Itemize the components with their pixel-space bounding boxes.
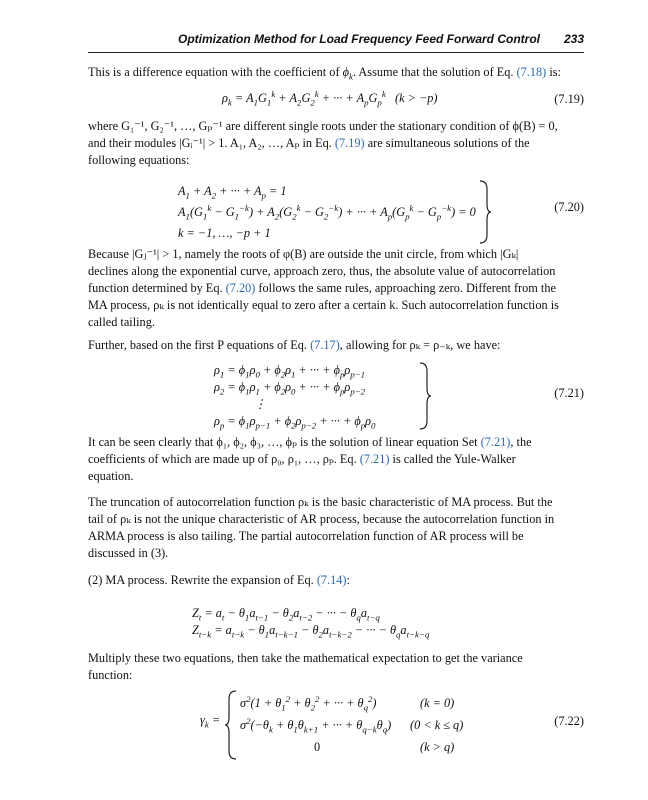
eq-ref-7-17[interactable]: (7.17)	[310, 338, 340, 352]
paragraph-yule-walker: It can be seen clearly that ϕ₁, ϕ₂, ϕ₃, …, ϕₚ is the solution of linear equation Set (7.21), the coefficients of which are made up of ρ₀, ρ₁, …, ρₚ. Eq. (7.21) is called the Yule-Walker equation.	[88, 435, 532, 483]
equation-7-22-conditions	[410, 692, 463, 758]
equation-number-7-20: (7.20)	[554, 200, 584, 214]
eq-ref-7-18[interactable]: (7.18)	[516, 65, 547, 79]
case-value-zero: 0	[314, 740, 321, 754]
page-number: 233	[563, 32, 584, 46]
equation-7-21: $\rho_1 = \phi_1\rho_0 + \phi_2\rho_1$ + ··· + $\phi_p\rho_{p-1}$ $\rho_2 = \phi_1\rho_1 + \phi_2\rho_0$ + ··· + $\phi_p\rho_{p-2}$ ⋮ $\rho_p = \phi_1\rho_{p-1} + \phi_2\rho_{p-2}$ + ··· + $\phi_p\rho_0$	[214, 363, 376, 431]
eq-ref-7-21-a[interactable]: (7.21)	[480, 435, 511, 449]
paragraph-difference-equation: This is a difference equation with the coefficient of $\phi_k$. Assume that the solution of Eq. (7.18) is:	[88, 65, 561, 82]
paragraph-further: Further, based on the first P equations of Eq. (7.17), allowing for ρₖ = ρ₋ₖ, we have:	[88, 338, 501, 352]
eq-ref-7-20[interactable]: (7.20)	[225, 281, 256, 295]
equation-7-22-cases: $\sigma^2(1 + \theta_1^2 + \theta_2^2$ + ··· + $\theta_q^2$) $\sigma^2(-\theta_k + \theta_1\theta_{k+1}$ + ··· + $\theta_{q-k}\theta_q$) 0	[240, 693, 392, 754]
equation-ma-expansion: $Z_t = a_t - \theta_1a_{t-1} - \theta_2a_{t-2}$ − ··· − $\theta_qa_{t-q}$ $Z_{t-k} = a_{t-k} - \theta_1a_{t-k-1} - \theta_2a_{t-k-2}$ − ··· − $\theta_qa_{t-k-q}$	[192, 606, 430, 640]
equation-7-20: $A_1 + A_2$ + ··· + $A_p = 1$ $A_1(G_1^k - G_1^{-k}) + A_2(G_2^k - G_2^{-k})$ + ··· + $A_p(G_p^k - G_p^{-k}) = 0$ k = −1, …, −p + 1	[178, 184, 476, 240]
eq-ref-7-14[interactable]: (7.14)	[316, 573, 347, 587]
equation-number-7-21: (7.21)	[554, 386, 584, 400]
condition-k-zero: (k = 0)	[420, 696, 455, 710]
condition-k-greater: (k > q)	[420, 740, 455, 754]
right-brace-7-21	[418, 362, 432, 430]
left-brace-7-22	[224, 690, 238, 760]
equation-7-22-lhs: $\gamma_k$ =	[200, 713, 221, 730]
eq-ref-7-21-b[interactable]: (7.21)	[359, 452, 390, 466]
paragraph-roots: where G₁⁻¹, G₂⁻¹, …, Gₚ⁻¹ are different single roots under the stationary condition of ϕ(B) = 0, and their modules |Gᵢ⁻¹| > 1. A₁, A₂, …, Aₚ in Eq. (7.19) are simultaneous solutions of the following equations:	[88, 119, 558, 167]
equation-number-7-19: (7.19)	[554, 92, 584, 106]
paragraph-unit-circle: Because |Gⱼ⁻¹| > 1, namely the roots of φ(B) are outside the unit circle, from which |Gₖ| declines along the exponential curve, approach zero, thus, the absolute value of autocorrelation function determined by Eq. (7.20) follows the same rules, approaching zero. Different from the MA process, ρₖ is not identically equal to zero after a certain k. Such autocorrelation function is called tailing.	[88, 247, 559, 329]
eq-ref-7-19[interactable]: (7.19)	[334, 136, 365, 150]
equation-7-19: $\rho_k = A_1G_1^k + A_2G_2^k$ + ··· + $A_pG_p^k$ (k > −p)	[222, 88, 438, 108]
running-header	[88, 30, 584, 53]
right-brace-7-20	[478, 180, 492, 244]
running-header-title: Optimization Method for Load Frequency Feed Forward Control	[177, 32, 540, 46]
paragraph-multiply: Multiply these two equations, then take the mathematical expectation to get the variance function:	[88, 651, 523, 682]
condition-k-between: (0 < k ≤ q)	[410, 718, 464, 732]
equation-number-7-22: (7.22)	[554, 714, 584, 728]
paragraph-truncation: The truncation of autocorrelation function ρₖ is the basic characteristic of MA process. But the tail of ρₖ is not the unique characteristic of AR process, because the autocorrelation function in ARMA process is also tailing. The partial autocorrelation function of AR process will be discussed in (3).	[88, 495, 555, 560]
paragraph-ma-process: (2) MA process. Rewrite the expansion of Eq. (7.14):	[88, 573, 350, 587]
